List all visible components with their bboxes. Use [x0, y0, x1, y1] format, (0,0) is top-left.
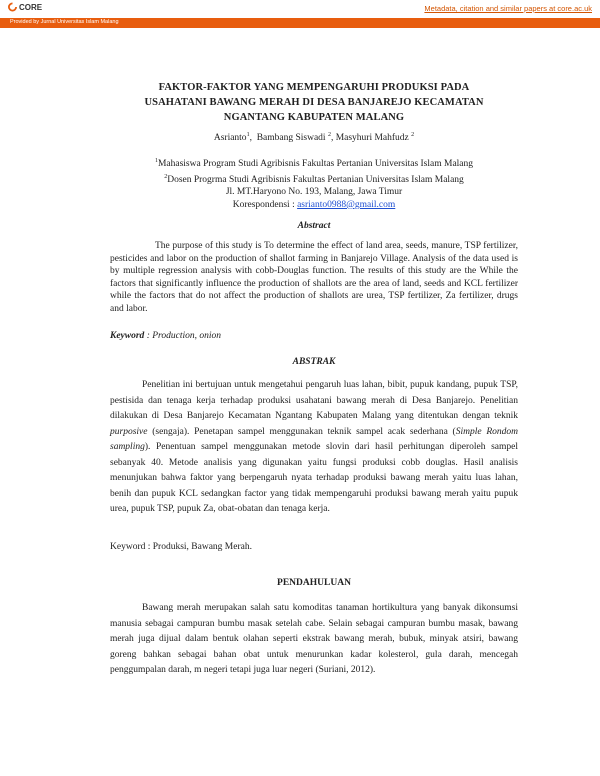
author-name: Masyhuri Mahfudz	[335, 133, 409, 144]
keyword-label: Keyword	[110, 331, 145, 341]
abstrak-text-1: Penelitian ini bertujuan untuk mengetahui pengaruh luas lahan, bibit, pupuk kandang, pupuk TSP, pestisida dan tenaga kerja terhadap produksi usahatani bawang merah di Desa Banjarejo. Penelitian dilakukan di Desa Banjarejo Kecamatan Ngantang Kabupaten Malang yang ditentukan dengan teknik	[110, 380, 518, 421]
core-logo-icon	[8, 2, 17, 12]
abstrak-text-2: (sengaja). Penetapan sampel menggunakan teknik sampel acak sederhana (	[147, 426, 456, 437]
abstrak-purposive: purposive	[110, 426, 148, 437]
email-link[interactable]: asrianto0988@gmail.com	[297, 199, 396, 210]
pendahuluan-body	[110, 601, 518, 679]
core-logo[interactable]	[8, 2, 42, 12]
author-name: Asrianto	[213, 133, 247, 144]
provided-by-bar	[0, 18, 600, 28]
title-line: USAHATANI BAWANG MERAH DI DESA BANJAREJO KECAMATAN	[144, 97, 484, 108]
abstrak-simple-sampling: Simple Rondom sampling	[110, 426, 518, 452]
address: Jl. MT.Haryono No. 193, Malang, Jawa Timur	[225, 187, 403, 198]
abstract-heading: Abstract	[297, 221, 331, 231]
author-sup: 2	[411, 132, 415, 138]
correspondence-label: Korespondensi :	[232, 199, 298, 210]
author-sup: 1	[246, 132, 250, 138]
core-logo-text: CORE	[19, 2, 43, 12]
keyword-id: Keyword : Produksi, Bawang Merah.	[110, 542, 252, 552]
author-sup: 2	[327, 132, 331, 138]
title-line: FAKTOR-FAKTOR YANG MEMPENGARUHI PRODUKSI PADA	[158, 82, 470, 93]
affil-sup: 1	[154, 158, 158, 164]
metadata-link[interactable]: Metadata, citation and similar papers at core.ac.uk	[424, 4, 592, 13]
author-list: Asrianto$^1$, Bambang Siswadi $^2$, Masyhuri Mahfudz $^2$	[213, 132, 415, 144]
abstract-body	[110, 240, 518, 315]
affil-sup: 2	[164, 173, 168, 180]
pendahuluan-heading: PENDAHULUAN	[277, 578, 351, 588]
provided-by-text[interactable]: Provided by Jurnal Universitas Islam Malang	[10, 19, 119, 25]
paper-title	[110, 80, 518, 125]
affiliation-1: Mahasiswa Program Studi Agribisnis Fakultas Pertanian Universitas Islam Malang	[157, 159, 474, 170]
abstrak-text-3: ). Penentuan sampel menggunakan metode slovin dari hasil perhitungan diperoleh sampel sebanyak 40. Metode analisis yang digunakan yaitu fungsi produksi cobb douglas. Hasil analisis menunjukan bahwa faktor yang berpengaruh nyata terhadap produksi bawang merah yaitu luas lahan, benih dan pupuk KCL sedangkan factor yang tidak mempengaruhi produksi bawang merah yaitu pupuk urea, pupuk TSP, pupuk Za, obat-obatan dan tenaga kerja.	[110, 442, 518, 514]
abstract-text: The purpose of this study is To determine the effect of land area, seeds, manure, TSP fertilizer, pesticides and labor on the production of shallot farming in Banjarejo Village. Analysis of the data used is by multiple regression analysis with cobb-Douglas function. The results of this study are the While the factors that significantly influence the production of shallots are the area of land, seeds and KCL fertilizer while the factors that do not affect the production of shallots are urea, TSP fertilizer, Za fertilizer, drugs and labor.	[110, 241, 518, 314]
abstrak-body	[110, 378, 518, 518]
keyword-en	[110, 331, 221, 341]
affiliation-2: Dosen Progrma Studi Agribisnis Fakultas Pertanian Universitas Islam Malang	[167, 174, 464, 185]
pendahuluan-text: Bawang merah merupakan salah satu komoditas tanaman hortikultura yang banyak dikonsumsi manusia sebagai campuran bumbu masak setelah cabe. Selain sebagai campuran bumbu masak, bawang merah juga dijual dalam bentuk olahan seperti ekstrak bawang merah, bubuk, minyak atsiri, bawang goreng bahkan sebagai bahan obat untuk menurunkan kadar kolesterol, gula darah, mencegah penggumpalan darah, m negeri tetapi juga luar negeri (Suriani, 2012).	[110, 603, 518, 675]
core-header-bar	[0, 0, 600, 18]
abstrak-heading: ABSTRAK	[292, 357, 336, 367]
title-line: NGANTANG KABUPATEN MALANG	[223, 112, 405, 123]
author-name: Bambang Siswadi	[256, 133, 326, 144]
affiliations	[110, 155, 518, 211]
keyword-text: : Production, onion	[144, 331, 222, 341]
